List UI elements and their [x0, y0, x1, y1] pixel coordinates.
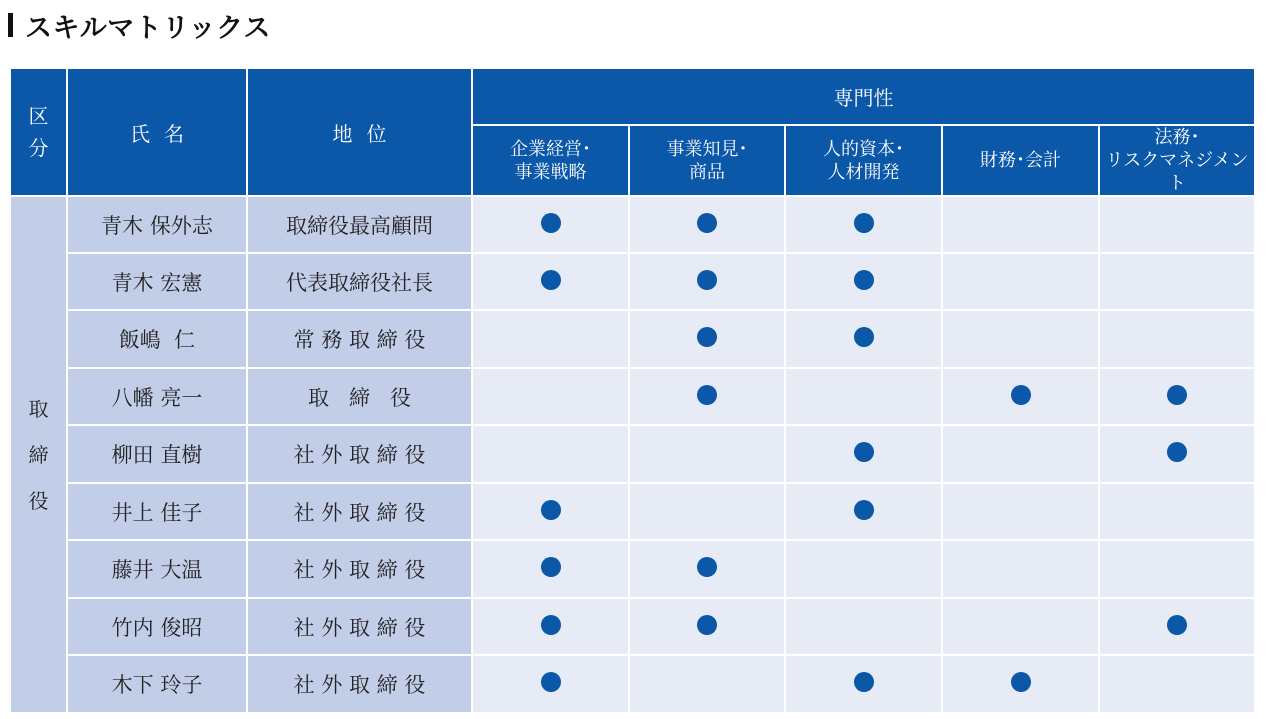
skill-cell: [472, 368, 629, 425]
skill-cell: [785, 253, 942, 310]
member-position: 取締役最高顧問: [247, 196, 472, 253]
table-row: [10, 483, 1255, 540]
skill-cell: [785, 483, 942, 540]
skill-cell: [472, 483, 629, 540]
skill-dot-icon: [697, 327, 717, 347]
skill-dot-icon: [697, 213, 717, 233]
skill-cell: [472, 253, 629, 310]
header-category: 区分: [10, 68, 67, 196]
skill-cell: [942, 540, 1099, 598]
skill-cell: [942, 655, 1099, 713]
skill-cell: [785, 540, 942, 598]
skill-cell: [472, 540, 629, 598]
member-name: 木下 玲子: [67, 655, 247, 713]
skill-cell: [1099, 310, 1255, 368]
table-row: [10, 368, 1255, 425]
skill-dot-icon: [854, 672, 874, 692]
skill-cell: [629, 253, 785, 310]
skill-cell: [472, 425, 629, 483]
page-title: スキルマトリックス: [25, 12, 271, 44]
skill-cell: [785, 655, 942, 713]
skill-cell: [942, 196, 1099, 253]
skill-cell: [942, 253, 1099, 310]
header-skill-3: 人的資本･ 人材開発: [785, 125, 942, 196]
skill-cell: [1099, 196, 1255, 253]
skill-dot-icon: [541, 557, 561, 577]
title-accent-bar: [8, 13, 13, 37]
skill-cell: [629, 368, 785, 425]
skill-dot-icon: [1167, 615, 1187, 635]
skill-dot-icon: [697, 270, 717, 290]
skill-dot-icon: [854, 270, 874, 290]
table-row: [10, 540, 1255, 598]
skill-cell: [942, 598, 1099, 655]
skill-dot-icon: [697, 615, 717, 635]
skill-dot-icon: [854, 327, 874, 347]
skill-cell: [1099, 368, 1255, 425]
table-row: [10, 425, 1255, 483]
member-position: 取 締 役: [247, 368, 472, 425]
skill-cell: [472, 310, 629, 368]
skill-cell: [942, 368, 1099, 425]
member-name: 青木 保外志: [67, 196, 247, 253]
skill-cell: [629, 310, 785, 368]
member-name: 井上 佳子: [67, 483, 247, 540]
skill-dot-icon: [854, 500, 874, 520]
skill-cell: [472, 196, 629, 253]
skill-cell: [472, 655, 629, 713]
skill-cell: [785, 425, 942, 483]
skill-dot-icon: [1011, 672, 1031, 692]
table-row: [10, 253, 1255, 310]
member-name: 柳田 直樹: [67, 425, 247, 483]
skill-cell: [942, 483, 1099, 540]
header-expertise: 専門性: [472, 68, 1255, 125]
member-position: 社 外 取 締 役: [247, 598, 472, 655]
skill-cell: [1099, 425, 1255, 483]
skill-cell: [629, 196, 785, 253]
skill-cell: [785, 598, 942, 655]
header-name: 氏名: [67, 68, 247, 196]
table-row: [10, 310, 1255, 368]
skill-dot-icon: [541, 672, 561, 692]
skill-cell: [1099, 655, 1255, 713]
member-position: 代表取締役社長: [247, 253, 472, 310]
skill-dot-icon: [541, 270, 561, 290]
skill-dot-icon: [1167, 442, 1187, 462]
page-title-area: [8, 8, 271, 42]
skill-cell: [629, 483, 785, 540]
header-skill-2: 事業知見･ 商品: [629, 125, 785, 196]
skill-cell: [629, 598, 785, 655]
skill-cell: [785, 196, 942, 253]
skill-cell: [629, 540, 785, 598]
member-position: 社 外 取 締 役: [247, 655, 472, 713]
skill-dot-icon: [854, 442, 874, 462]
table-row: [10, 598, 1255, 655]
category-cell: 取締役: [10, 196, 67, 713]
skill-dot-icon: [1167, 385, 1187, 405]
member-position: 社 外 取 締 役: [247, 540, 472, 598]
member-name: 竹内 俊昭: [67, 598, 247, 655]
table-row: [10, 196, 1255, 253]
skill-dot-icon: [541, 615, 561, 635]
member-position: 社 外 取 締 役: [247, 425, 472, 483]
skill-dot-icon: [541, 213, 561, 233]
skill-cell: [785, 368, 942, 425]
skill-cell: [942, 425, 1099, 483]
member-name: 青木 宏憲: [67, 253, 247, 310]
skill-dot-icon: [1011, 385, 1031, 405]
skill-cell: [629, 425, 785, 483]
header-skill-4: 財務･会計: [942, 125, 1099, 196]
skill-cell: [1099, 598, 1255, 655]
header-position: 地位: [247, 68, 472, 196]
member-position: 常 務 取 締 役: [247, 310, 472, 368]
table-row: [10, 655, 1255, 713]
skill-dot-icon: [697, 385, 717, 405]
skill-dot-icon: [854, 213, 874, 233]
skill-cell: [1099, 253, 1255, 310]
skill-cell: [1099, 483, 1255, 540]
skill-dot-icon: [697, 557, 717, 577]
header-skill-5: 法務･ リスクマネジメント: [1099, 125, 1255, 196]
member-position: 社 外 取 締 役: [247, 483, 472, 540]
member-name: 八幡 亮一: [67, 368, 247, 425]
skill-cell: [1099, 540, 1255, 598]
skill-dot-icon: [541, 500, 561, 520]
skill-cell: [472, 598, 629, 655]
member-name: 藤井 大温: [67, 540, 247, 598]
skill-cell: [942, 310, 1099, 368]
skill-cell: [785, 310, 942, 368]
skill-cell: [629, 655, 785, 713]
member-name: 飯嶋 仁: [67, 310, 247, 368]
header-skill-1: 企業経営･ 事業戦略: [472, 125, 629, 196]
skill-matrix-table: [9, 67, 1256, 714]
